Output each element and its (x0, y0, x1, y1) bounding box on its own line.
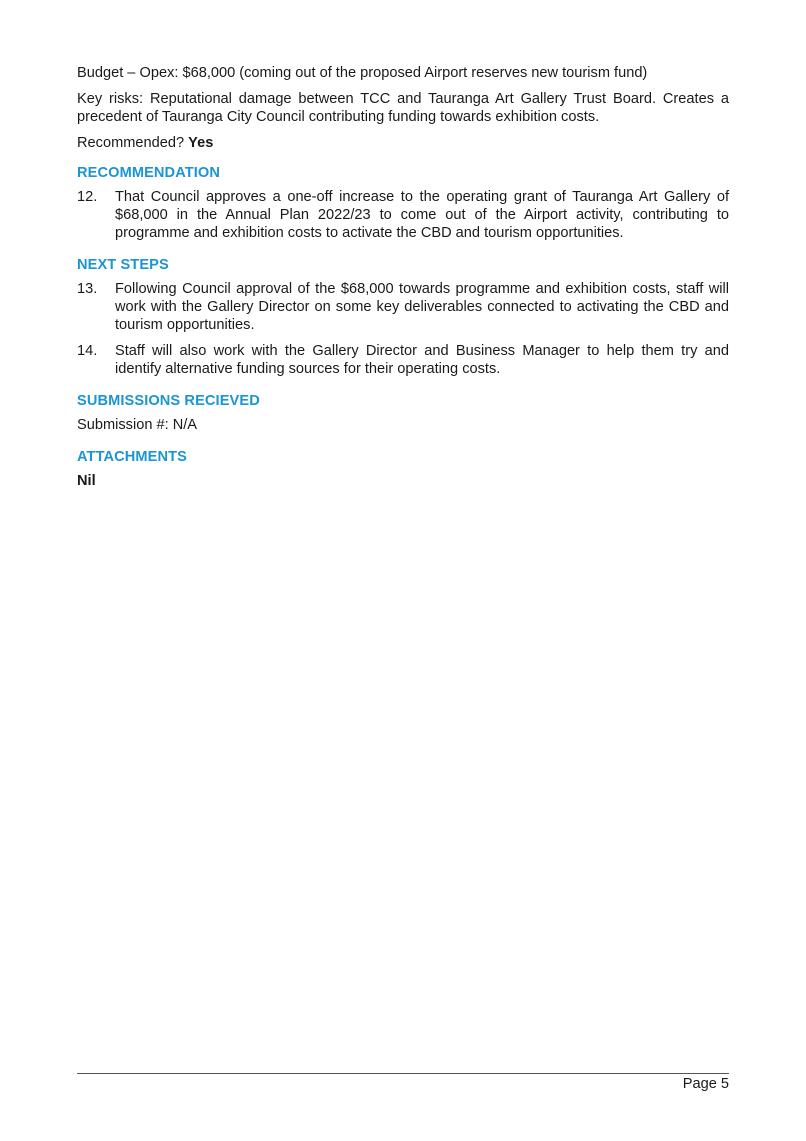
item-number: 14. (77, 343, 98, 359)
item-text: That Council approves a one-off increase to the operating grant of Tauranga Art Gallery of $68,000 in the Annual Plan 2022/23 to come out of the Airport activity, contributing to programme and exhibition costs to activate the CBD and tourism opportunities. (115, 189, 729, 241)
next-steps-heading: NEXT STEPS (77, 257, 169, 273)
submissions-heading: SUBMISSIONS RECIEVED (77, 393, 260, 409)
attachments-heading: ATTACHMENTS (77, 449, 187, 465)
item-text: Staff will also work with the Gallery Director and Business Manager to help them try and identify alternative funding sources for their operating costs. (115, 343, 729, 377)
item-text: Following Council approval of the $68,000 towards programme and exhibition costs, staff will work with the Gallery Director on some key deliverables connected to activating the CBD and tourism opportunities. (115, 281, 729, 333)
recommended-value: Yes (188, 135, 214, 151)
recommendation-heading: RECOMMENDATION (77, 165, 221, 181)
key-risks: Key risks: Reputational damage between TCC and Tauranga Art Gallery Trust Board. Creates a precedent of Tauranga City Council contributing funding towards exhibition costs. (77, 91, 729, 125)
document-page (77, 64, 729, 498)
numbered-item (77, 342, 729, 378)
budget-line: Budget – Opex: $68,000 (coming out of the proposed Airport reserves new tourism fund) (77, 65, 648, 81)
item-number: 12. (77, 189, 98, 205)
numbered-item (77, 280, 729, 334)
submissions-text: Submission #: N/A (77, 417, 198, 433)
page-number: Page 5 (682, 1076, 729, 1092)
recommended-label: Recommended? (77, 135, 185, 151)
item-number: 13. (77, 281, 98, 297)
footer-divider (77, 1073, 729, 1074)
attachments-text: Nil (77, 473, 96, 489)
recommended-line (77, 134, 729, 152)
numbered-item (77, 188, 729, 242)
